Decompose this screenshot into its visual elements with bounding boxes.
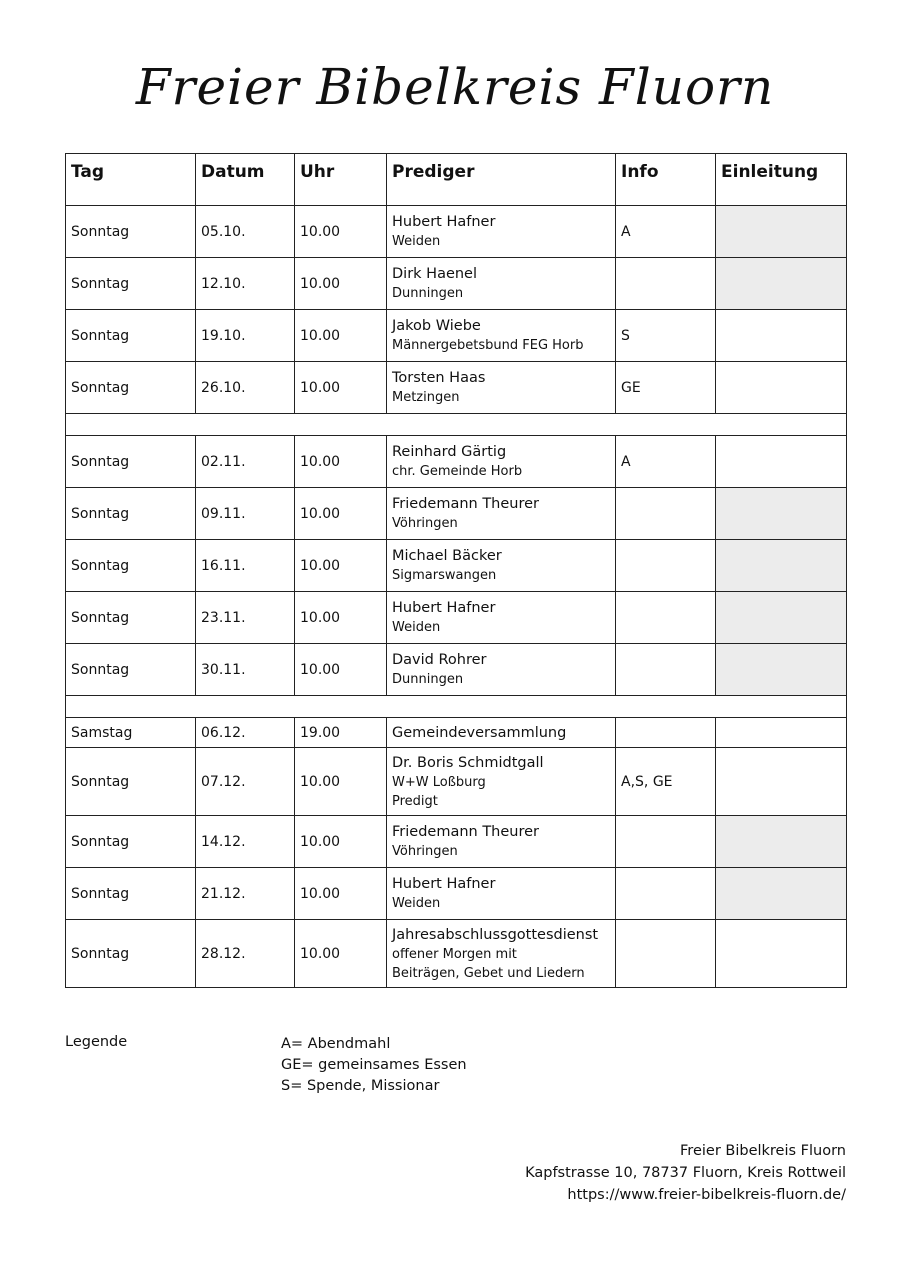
spacer-cell	[66, 414, 847, 436]
cell-uhr: 10.00	[295, 488, 387, 540]
cell-uhr: 10.00	[295, 920, 387, 988]
cell-info	[616, 868, 716, 920]
header-prediger: Prediger	[387, 154, 616, 206]
cell-info	[616, 920, 716, 988]
cell-info	[616, 816, 716, 868]
cell-uhr: 10.00	[295, 258, 387, 310]
table-row	[66, 718, 847, 748]
schedule-table	[65, 153, 847, 988]
table-row	[66, 748, 847, 816]
cell-info	[616, 592, 716, 644]
cell-einleitung	[716, 540, 847, 592]
cell-einleitung	[716, 362, 847, 414]
cell-datum: 06.12.	[196, 718, 295, 748]
preacher-name: Hubert Hafner	[392, 600, 496, 616]
cell-prediger	[387, 920, 616, 988]
cell-tag: Sonntag	[66, 920, 196, 988]
preacher-detail: Vöhringen	[392, 844, 458, 859]
preacher-name: Reinhard Gärtig	[392, 444, 507, 460]
cell-prediger	[387, 488, 616, 540]
cell-tag: Sonntag	[66, 488, 196, 540]
cell-prediger	[387, 748, 616, 816]
spacer-cell	[66, 696, 847, 718]
cell-prediger	[387, 644, 616, 696]
cell-uhr: 10.00	[295, 540, 387, 592]
cell-info	[616, 488, 716, 540]
cell-info	[616, 718, 716, 748]
cell-prediger	[387, 718, 616, 748]
preacher-detail: Weiden	[392, 896, 441, 911]
cell-prediger	[387, 868, 616, 920]
cell-datum: 28.12.	[196, 920, 295, 988]
table-row	[66, 362, 847, 414]
cell-tag: Sonntag	[66, 748, 196, 816]
cell-info: S	[616, 310, 716, 362]
footer-website-link[interactable]: https://www.freier-bibelkreis-fluorn.de/	[567, 1187, 846, 1203]
legend-item: GE= gemeinsames Essen	[281, 1057, 467, 1073]
table-header-row	[66, 154, 847, 206]
preacher-name: David Rohrer	[392, 652, 487, 668]
cell-datum: 12.10.	[196, 258, 295, 310]
cell-info: GE	[616, 362, 716, 414]
preacher-detail: W+W Loßburg	[392, 774, 486, 790]
header-uhr: Uhr	[295, 154, 387, 206]
cell-prediger	[387, 258, 616, 310]
legend-item: S= Spende, Missionar	[281, 1078, 440, 1094]
preacher-name: Jakob Wiebe	[392, 318, 481, 334]
table-row	[66, 644, 847, 696]
page-title: Freier Bibelkreis Fluorn	[135, 58, 775, 116]
preacher-detail: Weiden	[392, 620, 441, 635]
table-row	[66, 206, 847, 258]
footer-org-name: Freier Bibelkreis Fluorn	[680, 1143, 846, 1159]
preacher-name: Friedemann Theurer	[392, 496, 540, 512]
spacer-row	[66, 414, 847, 436]
cell-info	[616, 258, 716, 310]
cell-prediger	[387, 592, 616, 644]
legend-items	[281, 1034, 467, 1097]
footer-address	[525, 1140, 846, 1206]
cell-tag: Sonntag	[66, 258, 196, 310]
table-row	[66, 540, 847, 592]
cell-datum: 30.11.	[196, 644, 295, 696]
cell-datum: 09.11.	[196, 488, 295, 540]
cell-prediger	[387, 816, 616, 868]
cell-tag: Samstag	[66, 718, 196, 748]
cell-tag: Sonntag	[66, 644, 196, 696]
cell-einleitung	[716, 436, 847, 488]
cell-tag: Sonntag	[66, 868, 196, 920]
cell-datum: 19.10.	[196, 310, 295, 362]
cell-prediger	[387, 436, 616, 488]
cell-tag: Sonntag	[66, 362, 196, 414]
cell-tag: Sonntag	[66, 592, 196, 644]
preacher-detail: Weiden	[392, 234, 441, 249]
cell-datum: 16.11.	[196, 540, 295, 592]
cell-uhr: 19.00	[295, 718, 387, 748]
table-row	[66, 310, 847, 362]
cell-einleitung	[716, 258, 847, 310]
preacher-detail: Männergebetsbund FEG Horb	[392, 338, 584, 353]
preacher-name: Dr. Boris Schmidtgall	[392, 754, 544, 771]
cell-tag: Sonntag	[66, 816, 196, 868]
legend-item: A= Abendmahl	[281, 1036, 391, 1052]
cell-uhr: 10.00	[295, 310, 387, 362]
cell-tag: Sonntag	[66, 540, 196, 592]
table-row	[66, 488, 847, 540]
cell-datum: 26.10.	[196, 362, 295, 414]
cell-uhr: 10.00	[295, 592, 387, 644]
cell-einleitung	[716, 488, 847, 540]
preacher-detail: Dunningen	[392, 286, 464, 301]
cell-einleitung	[716, 816, 847, 868]
cell-einleitung	[716, 718, 847, 748]
cell-uhr: 10.00	[295, 748, 387, 816]
legend-label: Legende	[65, 1034, 128, 1050]
cell-datum: 05.10.	[196, 206, 295, 258]
preacher-name: Hubert Hafner	[392, 876, 496, 892]
cell-datum: 07.12.	[196, 748, 295, 816]
preacher-name: Gemeindeversammlung	[392, 724, 567, 741]
cell-einleitung	[716, 644, 847, 696]
cell-datum: 23.11.	[196, 592, 295, 644]
cell-uhr: 10.00	[295, 644, 387, 696]
preacher-name: Michael Bäcker	[392, 548, 502, 564]
cell-einleitung	[716, 310, 847, 362]
cell-tag: Sonntag	[66, 206, 196, 258]
preacher-detail: Beiträgen, Gebet und Liedern	[392, 965, 585, 981]
cell-uhr: 10.00	[295, 362, 387, 414]
cell-tag: Sonntag	[66, 310, 196, 362]
preacher-name: Friedemann Theurer	[392, 824, 540, 840]
preacher-detail: chr. Gemeinde Horb	[392, 464, 523, 479]
cell-info: A,S, GE	[616, 748, 716, 816]
table-row	[66, 920, 847, 988]
preacher-detail: Vöhringen	[392, 516, 458, 531]
preacher-detail: Sigmarswangen	[392, 568, 497, 583]
cell-einleitung	[716, 748, 847, 816]
cell-einleitung	[716, 868, 847, 920]
cell-prediger	[387, 362, 616, 414]
cell-datum: 02.11.	[196, 436, 295, 488]
preacher-detail: Metzingen	[392, 390, 460, 405]
preacher-name: Dirk Haenel	[392, 266, 478, 282]
cell-info	[616, 540, 716, 592]
cell-tag: Sonntag	[66, 436, 196, 488]
cell-prediger	[387, 206, 616, 258]
preacher-detail: Predigt	[392, 793, 438, 809]
cell-info	[616, 644, 716, 696]
cell-datum: 21.12.	[196, 868, 295, 920]
preacher-name: Torsten Haas	[392, 370, 486, 386]
spacer-row	[66, 696, 847, 718]
table-row	[66, 436, 847, 488]
cell-einleitung	[716, 206, 847, 258]
table-row	[66, 592, 847, 644]
header-einleitung: Einleitung	[716, 154, 847, 206]
header-info: Info	[616, 154, 716, 206]
cell-datum: 14.12.	[196, 816, 295, 868]
cell-prediger	[387, 310, 616, 362]
cell-uhr: 10.00	[295, 436, 387, 488]
table-row	[66, 258, 847, 310]
header-datum: Datum	[196, 154, 295, 206]
preacher-name: Hubert Hafner	[392, 214, 496, 230]
cell-uhr: 10.00	[295, 868, 387, 920]
table-row	[66, 868, 847, 920]
cell-uhr: 10.00	[295, 816, 387, 868]
cell-einleitung	[716, 592, 847, 644]
cell-uhr: 10.00	[295, 206, 387, 258]
preacher-detail: offener Morgen mit	[392, 946, 517, 962]
cell-prediger	[387, 540, 616, 592]
preacher-name: Jahresabschlussgottesdienst	[392, 926, 599, 943]
table-row	[66, 816, 847, 868]
cell-info: A	[616, 436, 716, 488]
cell-info: A	[616, 206, 716, 258]
preacher-detail: Dunningen	[392, 672, 464, 687]
cell-einleitung	[716, 920, 847, 988]
footer-address-line: Kapfstrasse 10, 78737 Fluorn, Kreis Rottweil	[525, 1165, 846, 1181]
header-tag: Tag	[66, 154, 196, 206]
